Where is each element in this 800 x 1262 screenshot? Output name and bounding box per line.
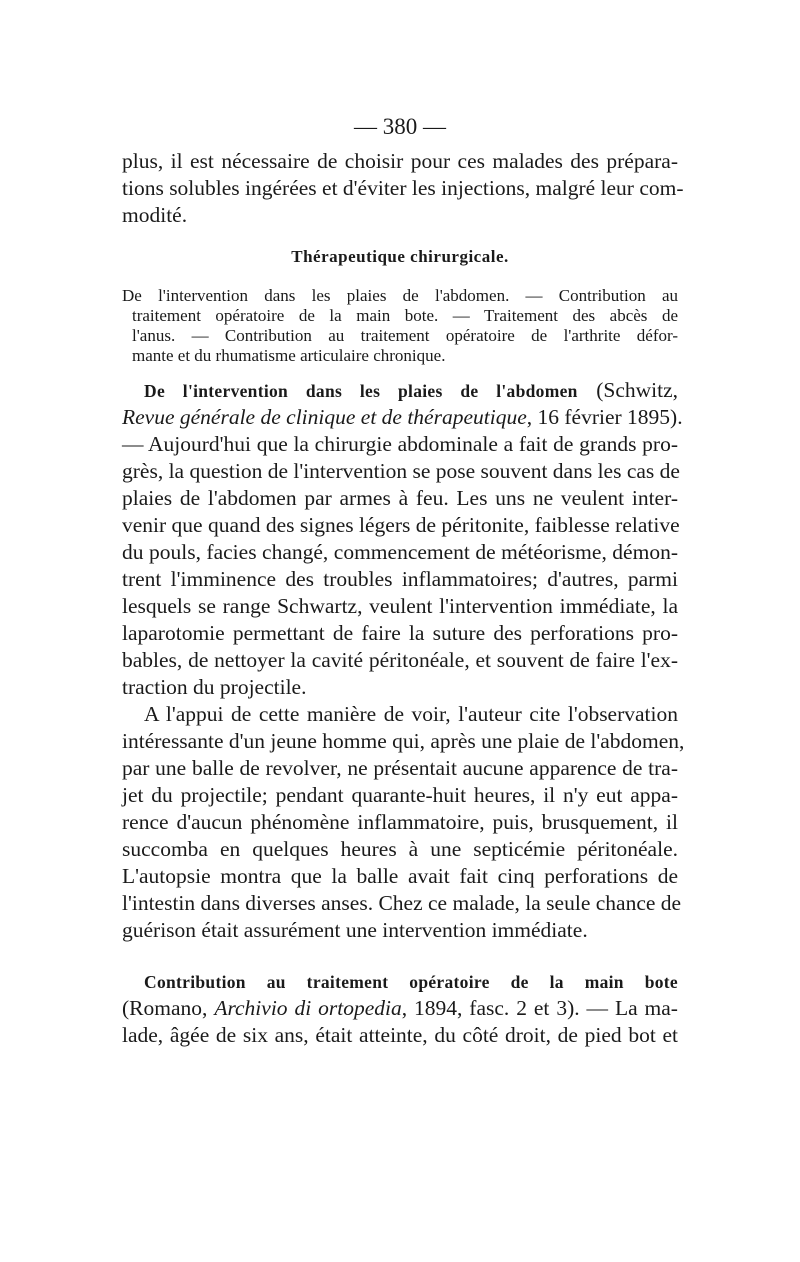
intro-line: tions solubles ingérées et d'éviter les injections, malgré leur com- (122, 176, 684, 200)
article1-author: (Schwitz, (577, 378, 678, 402)
article1-line: grès, la question de l'intervention se pose souvent dans les cas de (122, 459, 680, 483)
article1-line: venir que quand des signes légers de péritonite, faiblesse relative (122, 513, 680, 537)
article1-line: — Aujourd'hui que la chirurgie abdominale a fait de grands pro- (122, 432, 678, 456)
summary-line: De l'intervention dans les plaies de l'abdomen. — Contribution au (122, 286, 678, 305)
article1-line: jet du projectile; pendant quarante-huit heures, il n'y eut appa- (122, 783, 678, 807)
summary-line: l'anus. — Contribution au traitement opératoire de l'arthrite défor- (132, 326, 678, 345)
summary-line: traitement opératoire de la main bote. — Traitement des abcès de (132, 306, 678, 325)
article1-heading: De l'intervention dans les plaies de l'abdomen (144, 381, 578, 401)
article1-date: , 16 février 1895). (526, 405, 683, 429)
article1-line: L'autopsie montra que la balle avait fait cinq perforations de (122, 864, 678, 888)
article1-heading-line (122, 377, 678, 404)
article2-ref-close: , 1894, fasc. 2 et 3). — La ma- (401, 996, 678, 1020)
article1-line: guérison était assurément une intervention immédiate. (122, 918, 588, 942)
intro-line: modité. (122, 203, 188, 227)
article1-line: A l'appui de cette manière de voir, l'auteur cite l'observation (144, 702, 678, 726)
article2-line: lade, âgée de six ans, était atteinte, du côté droit, de pied bot et (122, 1023, 678, 1047)
article2-journal: Archivio di ortopedia (214, 996, 402, 1020)
article1-journal: Revue générale de clinique et de thérapeutique (122, 405, 527, 429)
article2-ref-line (122, 995, 678, 1021)
section-title: Thérapeutique chirurgicale. (291, 247, 509, 266)
article2-ref-open: (Romano, (122, 996, 215, 1020)
article1-line: bables, de nettoyer la cavité péritonéale, et souvent de faire l'ex- (122, 648, 678, 672)
article1-line: laparotomie permettant de faire la suture des perforations pro- (122, 621, 678, 645)
article1-line: par une balle de revolver, ne présentait aucune apparence de tra- (122, 756, 678, 780)
article2-heading: Contribution au traitement opératoire de la main bote (144, 972, 678, 992)
intro-line: plus, il est nécessaire de choisir pour ces malades des prépara- (122, 149, 678, 173)
article1-line: succomba en quelques heures à une septicémie péritonéale. (122, 837, 678, 861)
article1-line: l'intestin dans diverses anses. Chez ce malade, la seule chance de (122, 891, 682, 915)
article1-line: plaies de l'abdomen par armes à feu. Les uns ne veulent inter- (122, 486, 678, 510)
article1-line: traction du projectile. (122, 675, 307, 699)
article2-heading-line (122, 968, 678, 995)
article1-line: intéressante d'un jeune homme qui, après une plaie de l'abdomen, (122, 729, 685, 753)
summary-line: mante et du rhumatisme articulaire chronique. (132, 346, 446, 365)
article1-line: lesquels se range Schwartz, veulent l'intervention immédiate, la (122, 594, 678, 618)
article1-line: trent l'imminence des troubles inflammatoires; d'autres, parmi (122, 567, 678, 591)
article1-ref-line (122, 404, 683, 430)
article1-line: rence d'aucun phénomène inflammatoire, puis, brusquement, il (122, 810, 678, 834)
article1-line: du pouls, facies changé, commencement de météorisme, démon- (122, 540, 678, 564)
page-number: — 380 — (354, 114, 446, 139)
